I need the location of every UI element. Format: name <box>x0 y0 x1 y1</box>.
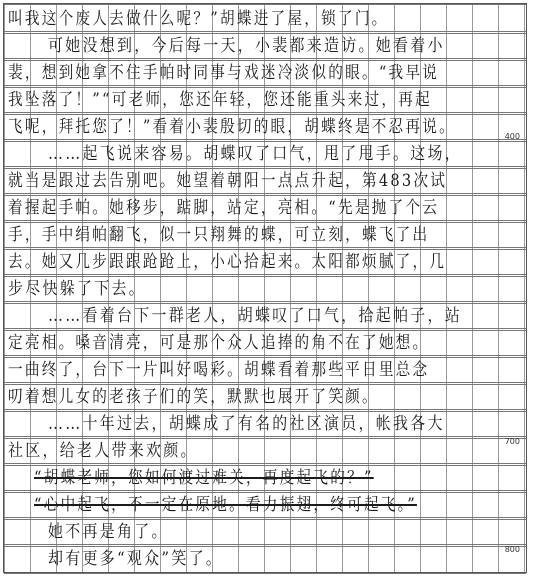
line-text: 社区，给老人带来欢颜。 <box>8 441 198 461</box>
line-row <box>4 544 526 574</box>
line-text: 就当是跟过去告别吧。她望着朝阳一点点升起，第483次试 <box>8 171 448 191</box>
line-text: 裴，想到她拿不住手帕时同事与戏迷冷淡似的眼。“我早说 <box>8 63 440 83</box>
line-text: 定亮相。嗓音清亮，可是那个众人追捧的角不在了她想。 <box>8 333 430 353</box>
line-text: 她不再是角了。 <box>48 522 169 542</box>
struck-line-text: “心中起飞，不一定在原地。看力振翅，终可起飞。” <box>34 495 417 515</box>
line-row <box>4 355 526 385</box>
line-row <box>4 463 526 493</box>
manuscript-sheet <box>3 3 527 573</box>
line-row <box>4 31 526 61</box>
line-row <box>4 382 526 412</box>
line-row <box>4 58 526 88</box>
line-text: ……十年过去，胡蝶成了有名的社区演员，帐我各大 <box>48 414 445 434</box>
line-row <box>4 166 526 196</box>
line-text: 手，手中绢帕翻飞，似一只翔舞的蝶，可立刻，蝶飞了出 <box>8 225 430 245</box>
line-row <box>4 139 526 169</box>
line-text: 一曲终了，台下一片叫好喝彩。胡蝶看着那些平日里总念 <box>8 360 430 380</box>
line-text: 去。她又几步跟跟跄跄上，小心拾起来。太阳都烦腻了，几 <box>8 252 447 272</box>
line-row <box>4 517 526 547</box>
line-row <box>4 436 526 466</box>
line-text: 叨着想儿女的老孩子们的笑，默默也展开了笑颜。 <box>8 387 379 407</box>
line-text: 我坠落了！”“可老师，您还年轻，您还能重头来过，再起 <box>8 90 432 110</box>
line-text: 叫我这个废人去做什么呢？”胡蝶进了屋，锁了门。 <box>8 9 389 29</box>
line-row <box>4 112 526 142</box>
writing-lines <box>4 4 526 572</box>
line-text: ……起飞说来容易。胡蝶叹了口气，甩了甩手。这场， <box>48 144 462 164</box>
line-text: 可她没想到，今后每一天，小裴都来造访。她看着小 <box>48 36 445 56</box>
line-text: 步尽快躲了下去。 <box>8 279 146 299</box>
line-row <box>4 4 526 34</box>
word-count-marker: 700 <box>504 437 520 446</box>
line-text: 飞呢，拜托您了！”看着小裴殷切的眼，胡蝶终是不忍再说。 <box>8 117 456 137</box>
line-row <box>4 328 526 358</box>
struck-line-text: “胡蝶老师，您如何渡过难关，再度起飞的？” <box>34 468 374 488</box>
line-text: 着握起手帕。她移步，踮脚，站定，亮相。“先是抛了个云 <box>8 198 440 218</box>
line-text: 却有更多“观众”笑了。 <box>48 549 224 569</box>
word-count-marker: 400 <box>504 132 520 141</box>
line-row <box>4 220 526 250</box>
line-row <box>4 490 526 520</box>
line-row <box>4 247 526 277</box>
line-row <box>4 409 526 439</box>
line-row <box>4 193 526 223</box>
word-count-marker: 800 <box>504 545 520 554</box>
line-row <box>4 85 526 115</box>
line-row <box>4 301 526 331</box>
line-row <box>4 274 526 304</box>
line-text: ……看着台下一群老人，胡蝶叹了口气，拾起帕子，站 <box>48 306 462 326</box>
